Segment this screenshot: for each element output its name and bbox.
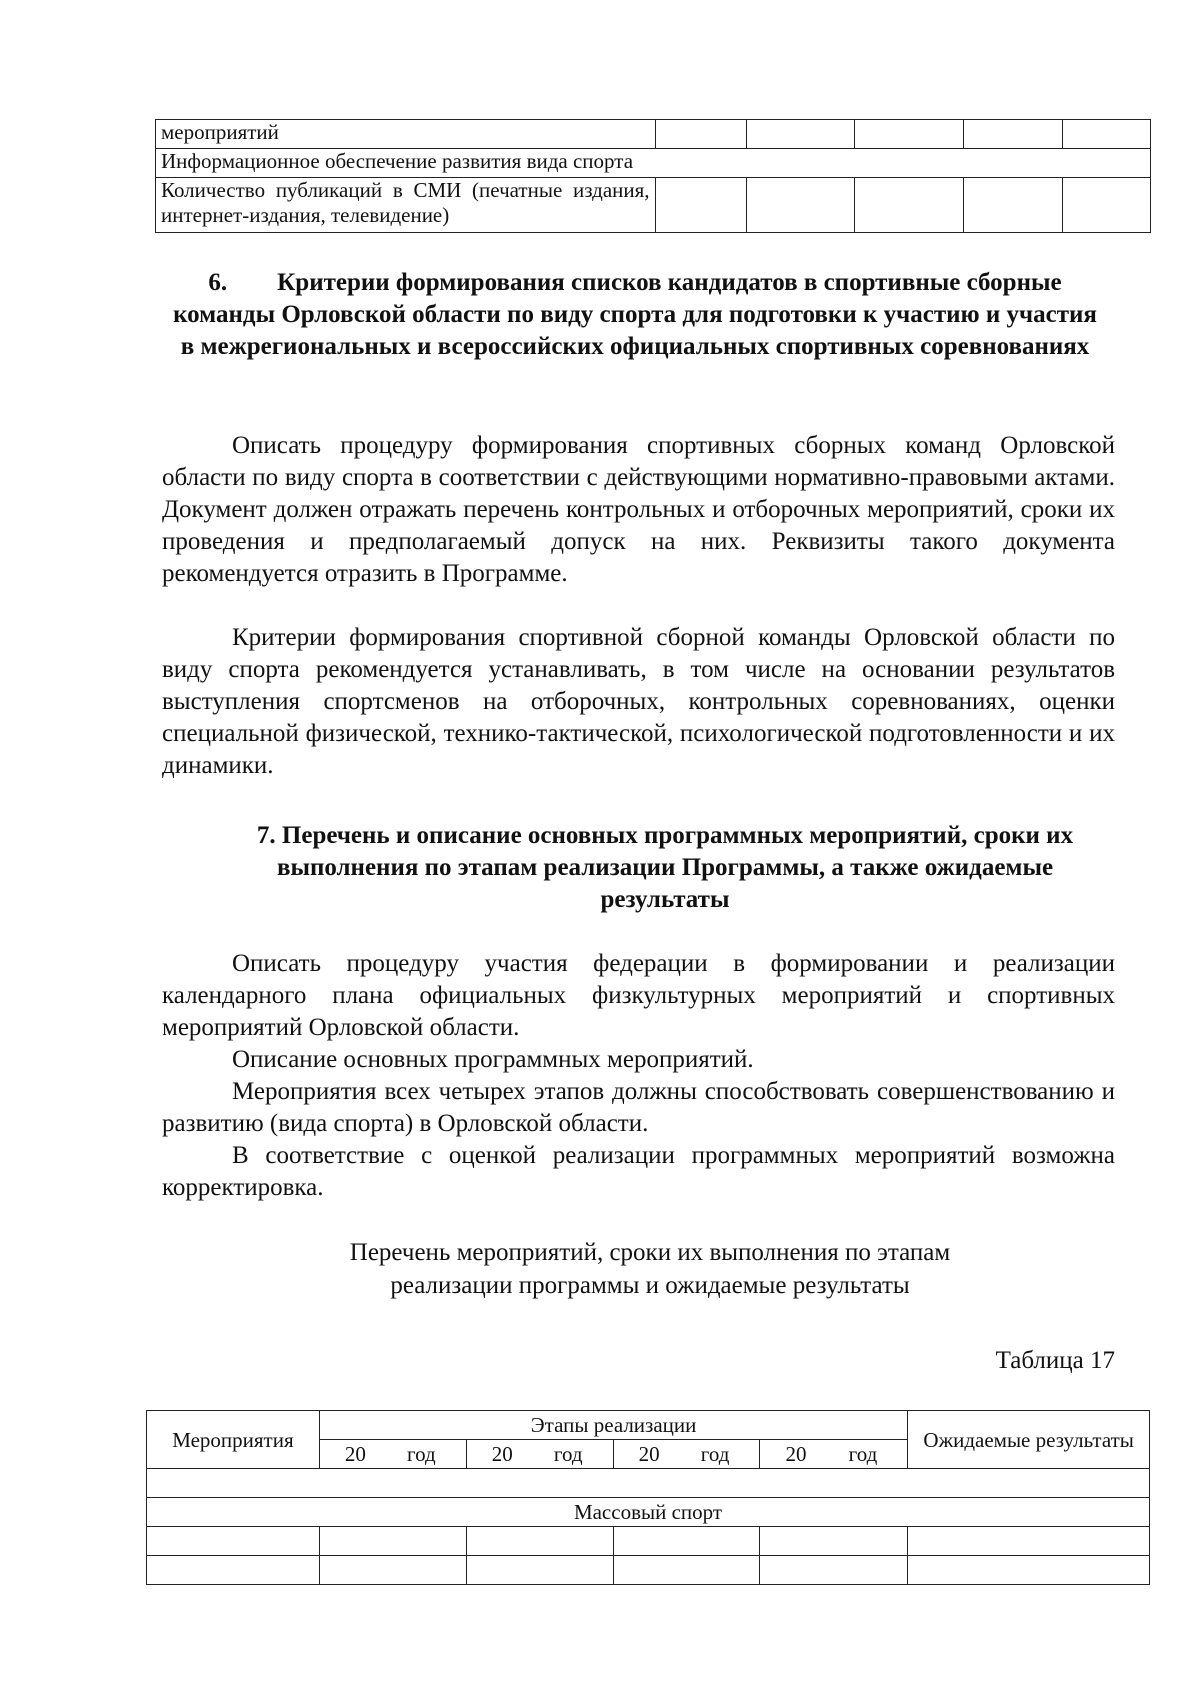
table-cell [964,178,1063,233]
section-6-paragraph-1: Описать процедуру формирования спортивных сборных команд Орловской области по виду спорта в соответствии с действующими нормативно-правовыми актами. Документ должен отражать перечень контрольных и отборочных мероприятий, сроки их проведения и предполагаемый допуск на них. Реквизиты такого документа рекомендуется отразить в Программе. [162,432,1115,587]
table-row [156,178,1151,233]
section-7-paragraph-1: Описать процедуру участия федерации в формировании и реализации календарного плана официальных физкультурных мероприятий и спортивных мероприятий Орловской области. [162,950,1115,1041]
table-cell [466,1556,613,1585]
section-7-paragraph-3: Мероприятия всех четырех этапов должны способствовать совершенствованию и развитию (вида спорта) в Орловской области. [162,1078,1115,1137]
table-cell [147,1556,320,1585]
header-year-3: 20 год [613,1440,760,1469]
table-row [156,149,1151,178]
table-row [147,1556,1150,1585]
table-number-label: Таблица 17 [995,1347,1115,1374]
header-stages: Этапы реализации [319,1411,908,1440]
table-caption-line-2: реализации программы и ожидаемые результаты [390,1272,910,1299]
table-cell [855,120,964,149]
header-year-4: 20 год [760,1440,908,1469]
table-cell [1063,120,1151,149]
table-cell: мероприятий [156,120,656,149]
table-row [147,1527,1150,1556]
section-7-paragraph-4: В соответствие с оценкой реализации программных мероприятий возможна корректировка. [162,1142,1115,1201]
table-row [147,1498,1150,1527]
section-6-number: 6. [208,269,228,296]
table-cell [964,120,1063,149]
table-cell [655,178,747,233]
table-section-header: Информационное обеспечение развития вида спорта [156,149,1151,178]
table-cell [760,1556,908,1585]
table-cell [613,1527,760,1556]
section-6-paragraph-2: Критерии формирования спортивной сборной команды Орловской области по виду спорта рекомендуется устанавливать, в том числе на основании результатов выступления спортсменов на отборочных, контрольных соревнованиях, оценки специальной физической, технико-тактической, психологической подготовленности и их динамики. [162,624,1115,779]
table-cell [655,120,747,149]
table-cell [1063,178,1151,233]
table-cell [319,1527,466,1556]
table-cell [319,1556,466,1585]
table-caption-line-1: Перечень мероприятий, сроки их выполнения по этапам [349,1239,951,1266]
table-cell [760,1527,908,1556]
header-year-1: 20 год [319,1440,466,1469]
table-cell: Количество публикаций в СМИ (печатные издания, интернет-издания, телевидение) [156,178,656,233]
table-cell [466,1527,613,1556]
section-7-heading: 7. Перечень и описание основных программных мероприятий, сроки их выполнения по этапам реализации Программы, а также ожидаемые результаты [256,822,1074,913]
header-expected-results: Ожидаемые результаты [908,1411,1150,1469]
table-cell [147,1527,320,1556]
table-cell [908,1527,1150,1556]
table-header-row [147,1411,1150,1440]
indicators-table [155,119,1151,233]
mass-sport-section: Массовый спорт [147,1498,1150,1527]
table-cell [908,1556,1150,1585]
section-6-heading [170,267,1100,363]
table-row [147,1469,1150,1498]
header-events: Мероприятия [147,1411,320,1469]
section-7-paragraph-2: Описание основных программных мероприятий. [232,1046,754,1073]
table-cell [147,1469,1150,1498]
table-row [156,120,1151,149]
events-table [146,1410,1150,1585]
section-6-title: Критерии формирования списков кандидатов в спортивные сборные команды Орловской области по виду спорта для подготовки к участию и участия в межрегиональных и всероссийских официальных спортивных соревнованиях [173,269,1097,360]
table-cell [747,178,855,233]
table-cell [855,178,964,233]
table-cell [747,120,855,149]
table-cell [613,1556,760,1585]
header-year-2: 20 год [466,1440,613,1469]
